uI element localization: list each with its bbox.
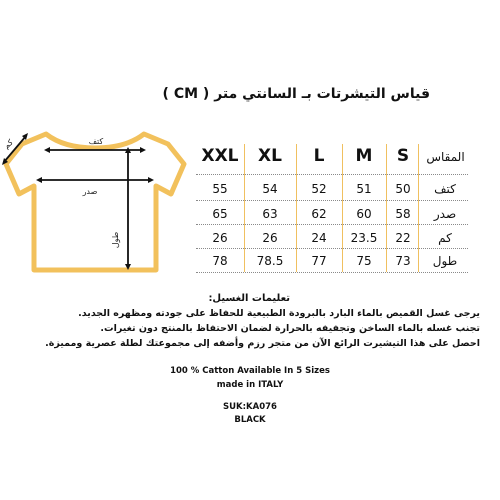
table-cell: 23.5: [350, 231, 378, 245]
table-cell: 78.5: [256, 254, 284, 268]
row-label: صدر: [433, 207, 457, 221]
table-cell: 50: [395, 182, 411, 196]
tshirt-diagram: [0, 120, 195, 290]
table-cell: 26: [212, 231, 228, 245]
material-text: 100 % Catton Available In 5 Sizes: [170, 366, 330, 376]
table-cell: 55: [212, 182, 228, 196]
column-divider: [296, 144, 297, 272]
table-cell: 77: [311, 254, 327, 268]
table-cell: 60: [356, 207, 372, 221]
washing-title: تعليمات الغسيل:: [208, 293, 290, 304]
sleeve-label: كم: [1, 137, 15, 151]
row-divider: [196, 200, 468, 201]
table-cell: 65: [212, 207, 228, 221]
washing-line: احصل على هذا التيشيرت الرائع الآن من متجر رزم وأضفه إلى مجموعتك لطلة عصرية ومميزة.: [45, 338, 480, 349]
table-cell: 52: [311, 182, 327, 196]
table-cell: 73: [395, 254, 411, 268]
size-table: [196, 128, 474, 278]
tshirt-outline: [6, 134, 184, 270]
row-divider: [196, 248, 468, 249]
table-cell: 24: [311, 231, 327, 245]
color-text: BLACK: [234, 415, 266, 425]
table-cell: 26: [262, 231, 278, 245]
size-header-xl: XL: [258, 146, 282, 166]
column-divider: [342, 144, 343, 272]
sku-text: SUK:KA076: [223, 402, 277, 412]
table-cell: 22: [395, 231, 411, 245]
row-divider: [196, 224, 468, 225]
row-label: كم: [438, 231, 452, 245]
washing-line: يرجى غسل القميص بالماء البارد بالبرودة الطبيعية للحفاظ على جودته ومظهره الجديد.: [78, 308, 480, 319]
size-header-l: L: [313, 146, 325, 166]
table-cell: 51: [356, 182, 372, 196]
row-divider: [196, 174, 468, 175]
size-header-label: المقاس: [426, 150, 465, 164]
table-cell: 63: [262, 207, 278, 221]
washing-line: تجنب غسله بالماء الساخن وتجفيفه بالحرارة لضمان الاحتفاظ بالمنتج دون تغيرات.: [100, 323, 480, 334]
table-cell: 58: [395, 207, 411, 221]
page-title: قياس التيشرتات بـ السانتي متر ( CM ): [162, 86, 430, 102]
table-cell: 75: [356, 254, 372, 268]
shoulder-label: كتف: [88, 137, 104, 146]
table-cell: 78: [212, 254, 228, 268]
row-label: كتف: [434, 182, 456, 196]
size-header-xxl: XXL: [201, 146, 239, 166]
size-header-m: M: [355, 146, 373, 166]
length-label: طول: [111, 231, 120, 249]
table-cell: 54: [262, 182, 278, 196]
column-divider: [244, 144, 245, 272]
table-cell: 62: [311, 207, 327, 221]
chest-label: صدر: [82, 187, 98, 196]
size-header-s: S: [396, 146, 410, 166]
row-divider: [196, 272, 468, 273]
origin-text: made in ITALY: [216, 380, 284, 390]
row-label: طول: [432, 254, 458, 268]
